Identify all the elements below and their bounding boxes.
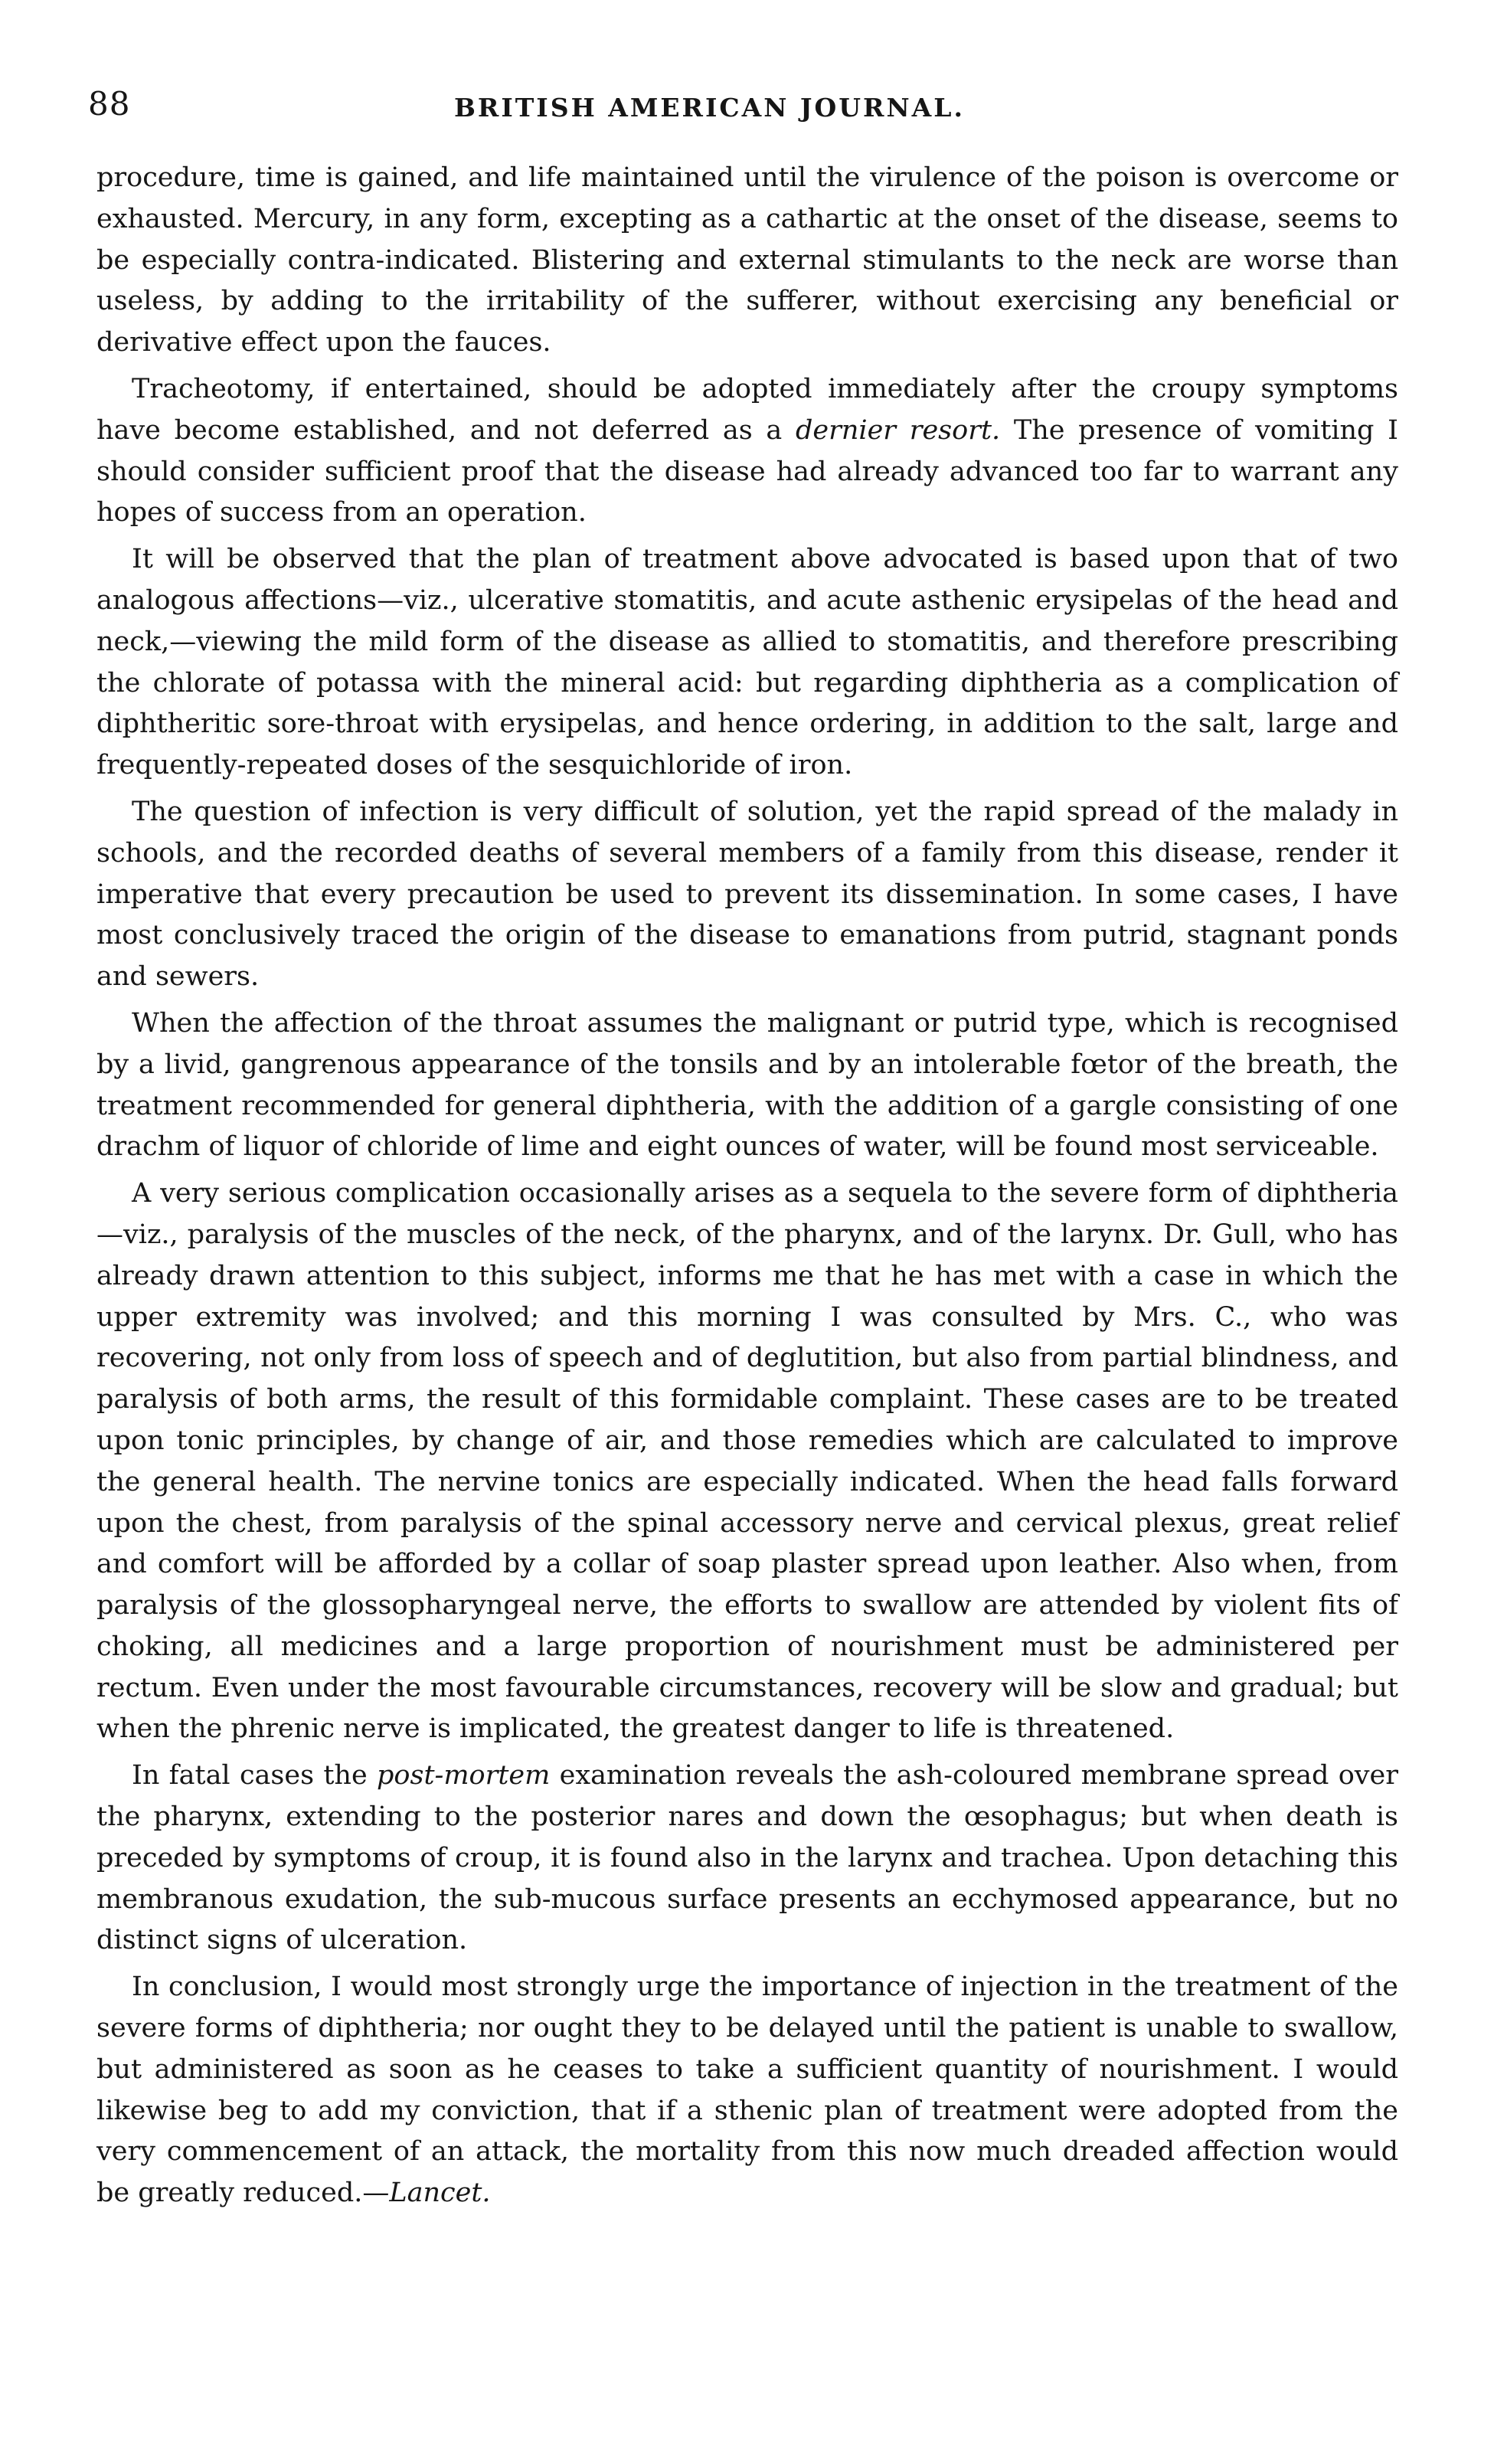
paragraph-treatment-procedure [96,158,1398,364]
running-title: BRITISH AMERICAN JOURNAL. [454,93,965,123]
page-number: 88 [88,85,131,123]
article-body [96,158,1398,2214]
source-citation: Lancet. [389,2178,491,2209]
paragraph-text: When the affection of the throat assumes the malignant or putrid type, which is recognised by a livid, gangrenous appearance of the tonsils and by an intolerable fœtor of the breath, the treatment recommended for general diphtheria, with the addition of a gargle consisting of one drachm of liquor of chloride of lime and eight ounces of water, will be found most serviceable. [96,1007,1398,1163]
paragraph-conclusion [96,1967,1398,2214]
italic-phrase: post-mortem [377,1760,551,1792]
paragraph-tracheotomy [96,369,1398,534]
paragraph-infection [96,792,1398,998]
paragraph-text: The presence of vomiting I should consider sufficient proof that the disease had already advanced too far to warrant any hopes of success from an operation. [96,414,1398,528]
paragraph-paralysis [96,1173,1398,1750]
paragraph-text: The question of infection is very difficult of solution, yet the rapid spread of the malady in schools, and the recorded deaths of several members of a family from this disease, render it imperative that every precaution be used to prevent its dissemination. In some cases, I have most conclusively traced the origin of the disease to emanations from putrid, stagnant ponds and sewers. [96,796,1398,993]
paragraph-text: procedure, time is gained, and life maintained until the virulence of the poison is overcome or exhausted. Mercury, in any form, excepting as a cathartic at the onset of the disease, seems to be especially contra-indicated. Blistering and external stimulants to the neck are worse than useless, by adding to the irritability of the sufferer, without exercising any beneficial or derivative effect upon the fauces. [96,162,1398,358]
paragraph-text: A very serious complication occasionally arises as a sequela to the severe form of diphtheria—viz., paralysis of the muscles of the neck, of the pharynx, and of the larynx. Dr. Gull, who has already drawn attention to this subject, informs me that he has met with a case in which the upper extremity was involved; and this morning I was consulted by Mrs. C., who was recovering, not only from loss of speech and of deglutition, but also from partial blindness, and paralysis of both arms, the result of this formidable complaint. These cases are to be treated upon tonic principles, by change of air, and those remedies which are calculated to improve the general health. The nervine tonics are especially indicated. When the head falls forward upon the chest, from paralysis of the spinal accessory nerve and cervical plexus, great relief and comfort will be afforded by a collar of soap plaster spread upon leather. Also when, from paralysis of the glossopharyngeal nerve, the efforts to swallow are attended by violent fits of choking, all medicines and a large proportion of nourishment must be administered per rectum. Even under the most favourable circumstances, recovery will be slow and gradual; but when the phrenic nerve is implicated, the greatest danger to life is threatened. [96,1178,1398,1745]
paragraph-text: It will be observed that the plan of treatment above advocated is based upon that of two analogous affections—viz., ulcerative stomatitis, and acute asthenic erysipelas of the head and neck,—viewing the mild form of the disease as allied to stomatitis, and therefore prescribing the chlorate of potassa with the mineral acid: but regarding diphtheria as a complication of diphtheritic sore-throat with erysipelas, and hence ordering, in addition to the salt, large and frequently-repeated doses of the sesquichloride of iron. [96,544,1398,781]
paragraph-treatment-plan [96,539,1398,787]
paragraph-text: In conclusion, I would most strongly urge the importance of injection in the treatment of the severe forms of diphtheria; nor ought they to be delayed until the patient is unable to swallow, but administered as soon as he ceases to take a sufficient quantity of nourishment. I would likewise beg to add my conviction, that if a sthenic plan of treatment were adopted from the very commencement of an attack, the mortality from this now much dreaded affection would be greatly reduced.— [96,1972,1398,2209]
page-header [88,83,1405,136]
paragraph-text: Tracheotomy, if entertained, should be adopted immediately after the croupy symptoms have become established, and not deferred as a [96,373,1398,446]
paragraph-post-mortem [96,1756,1398,1962]
paragraph-text: In fatal cases the [132,1760,377,1792]
italic-phrase: dernier resort. [796,414,1001,446]
paragraph-malignant-type [96,1003,1398,1168]
paragraph-text: examination reveals the ash-coloured membrane spread over the pharynx, extending to the posterior nares and down the œsophagus; but when death is preceded by symptoms of croup, it is found also in the larynx and trachea. Upon detaching this membranous exudation, the sub-mucous surface presents an ecchymosed appearance, but no distinct signs of ulceration. [96,1760,1398,1956]
